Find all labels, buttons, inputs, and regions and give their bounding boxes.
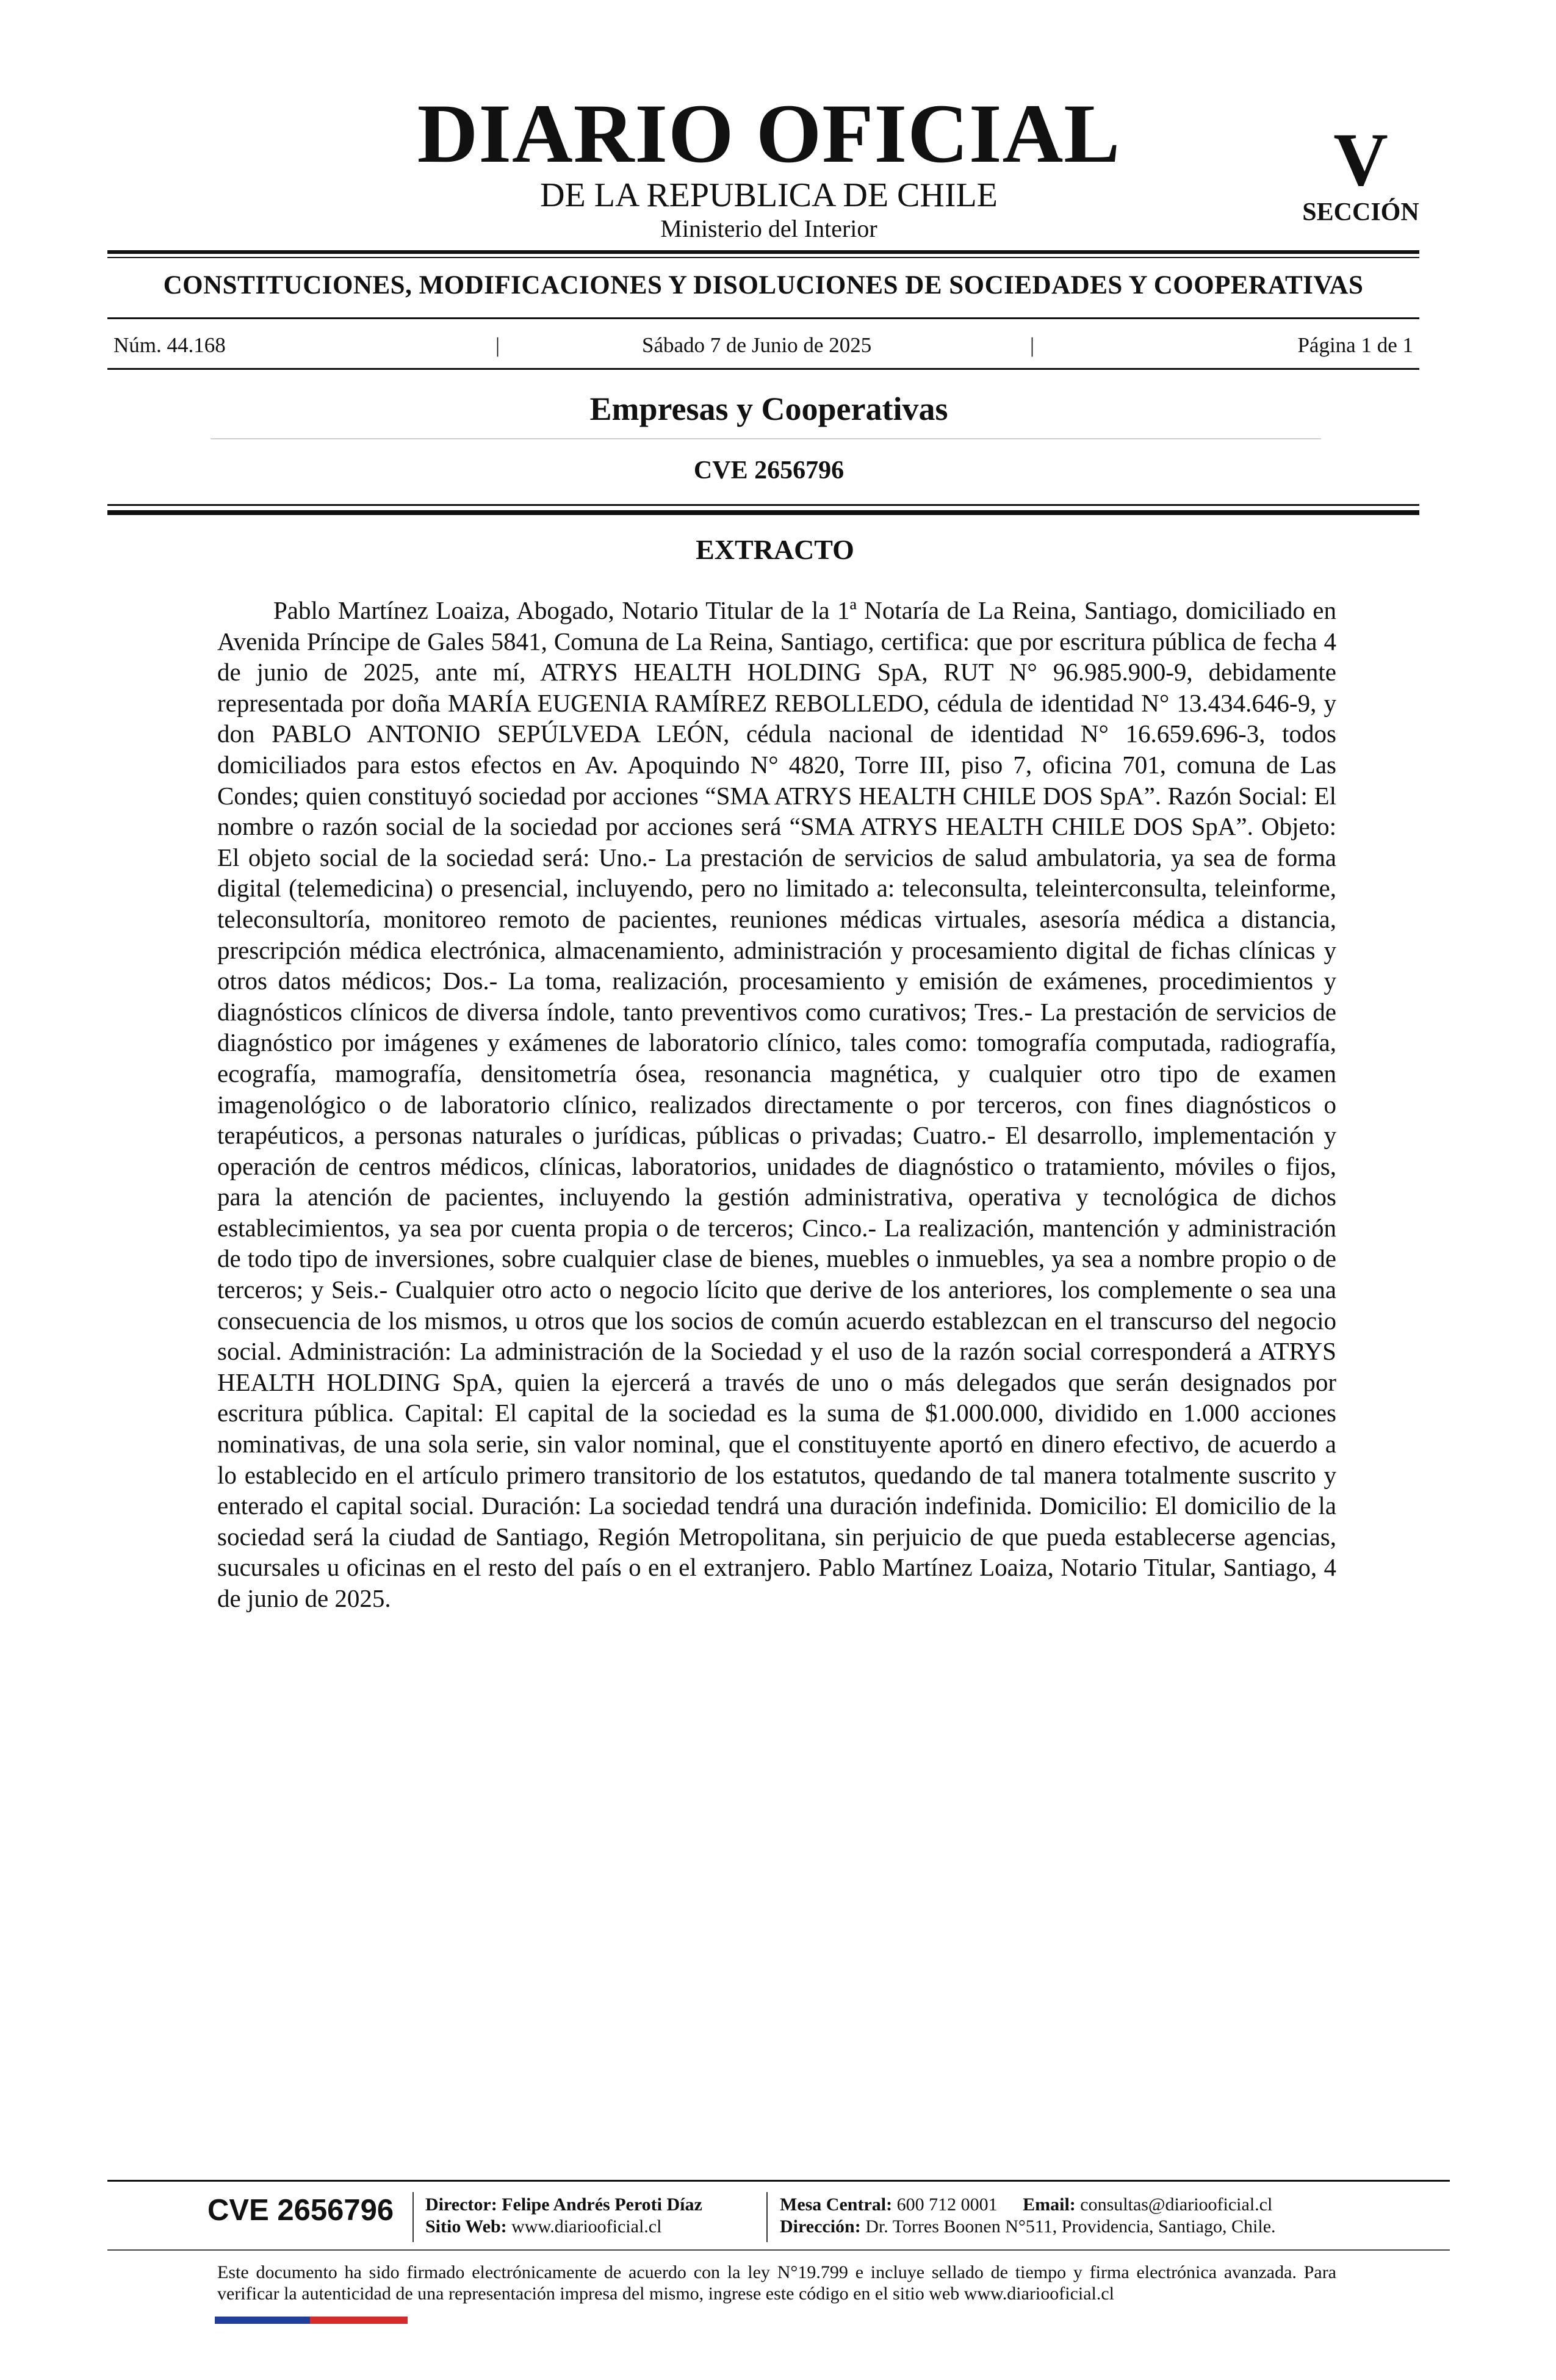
website-label: Sitio Web: — [425, 2216, 507, 2237]
footer-address-line — [780, 2216, 1276, 2238]
category-rule — [211, 438, 1321, 439]
website-link[interactable]: www.diariooficial.cl — [511, 2216, 662, 2237]
masthead-title: DIARIO OFICIAL — [417, 87, 1121, 180]
address-text: Dr. Torres Boonen N°511, Providencia, Santiago, Chile. — [865, 2216, 1276, 2237]
info-separator: | — [495, 333, 500, 357]
footer-cve-code: CVE 2656796 — [207, 2194, 394, 2227]
issue-number: Núm. 44.168 — [113, 333, 226, 357]
footer-contact-left — [425, 2194, 702, 2238]
footer-website-line — [425, 2216, 702, 2238]
footer-rule — [107, 2180, 1450, 2182]
flag-stripe-red — [310, 2317, 408, 2324]
email-label: Email: — [1023, 2194, 1076, 2215]
flag-stripe-blue — [215, 2317, 310, 2324]
section-word: SECCIÓN — [1302, 198, 1419, 226]
section-heading-rule — [107, 317, 1419, 319]
masthead-subtitle: DE LA REPUBLICA DE CHILE — [540, 176, 998, 214]
footer-contact-right — [780, 2194, 1276, 2238]
footer-director-line — [425, 2194, 702, 2216]
footer-divider — [412, 2192, 414, 2242]
masthead-ministry: Ministerio del Interior — [660, 215, 877, 242]
issue-date: Sábado 7 de Junio de 2025 — [642, 333, 872, 357]
electronic-signature-notice: Este documento ha sido firmado electrónicamente de acuerdo con la ley N°19.799 e incluye sellado de tiempo y firma electrónica avanzada. Para verificar la autenticidad de una representación impresa del mismo, ingrese este código en el sitio web www.diariooficial.cl — [217, 2262, 1336, 2304]
director-label: Director: — [425, 2194, 497, 2215]
info-line-rule — [107, 368, 1419, 370]
page-indicator: Página 1 de 1 — [1297, 333, 1413, 357]
cve-rule-thin — [107, 504, 1419, 506]
issue-info-line — [113, 334, 1413, 359]
footer-phone-email-line — [780, 2194, 1276, 2216]
email-link[interactable]: consultas@diariooficial.cl — [1080, 2194, 1273, 2215]
extract-body: Pablo Martínez Loaiza, Abogado, Notario Titular de la 1ª Notaría de La Reina, Santiago, domiciliado en Avenida Príncipe de Gales 5841, Comuna de La Reina, Santiago, certifica: que por escritura pública de fecha 4 de junio de 2025, ante mí, ATRYS HEALTH HOLDING SpA, RUT N° 96.985.900-9, debidamente representada por doña MARÍA EUGENIA RAMÍREZ REBOLLEDO, cédula de identidad N° 13.434.646-9, y don PABLO ANTONIO SEPÚLVEDA LEÓN, cédula nacional de identidad N° 16.659.696-3, todos domiciliados para estos efectos en Av. Apoquindo N° 4820, Torre III, piso 7, oficina 701, comuna de Las Condes; quien constituyó sociedad por acciones “SMA ATRYS HEALTH CHILE DOS SpA”. Razón Social: El nombre o razón social de la sociedad por acciones será “SMA ATRYS HEALTH CHILE DOS SpA”. Objeto: El objeto social de la sociedad será: Uno.- La prestación de servicios de salud ambulatoria, ya sea de forma digital (telemedicina) o presencial, incluyendo, pero no limitado a: teleconsulta, teleinterconsulta, teleinforme, teleconsultoría, monitoreo remoto de pacientes, reuniones médicas virtuales, asesoría médica a distancia, prescripción médica electrónica, almacenamiento, administración y procesamiento digital de fichas clínicas y otros datos médicos; Dos.- La toma, realización, procesamiento y emisión de exámenes, procedimientos y diagnósticos clínicos de diversa índole, tanto preventivos como curativos; Tres.- La prestación de servicios de diagnóstico por imágenes y exámenes de laboratorio clínico, tales como: tomografía computada, radiografía, ecografía, mamografía, densitometría ósea, resonancia magnética, y cualquier otro tipo de examen imagenológico o de laboratorio clínico, realizados directamente o por terceros, con fines diagnósticos o terapéuticos, a personas naturales o jurídicas, públicas o privadas; Cuatro.- El desarrollo, implementación y operación de centros médicos, clínicas, laboratorios, unidades de diagnóstico o tratamiento, móviles o fijos, para la atención de pacientes, incluyendo la gestión administrativa, operativa y tecnológica de dichos establecimientos, ya sea por cuenta propia o de terceros; Cinco.- La realización, mantención y administración de todo tipo de inversiones, sobre cualquier clase de bienes, muebles o inmuebles, ya sea a nombre propio o de terceros; y Seis.- Cualquier otro acto o negocio lícito que derive de los anteriores, los complemente o sea una consecuencia de los mismos, u otros que los socios de común acuerdo establezcan en el transcurso del negocio social. Administración: La administración de la Sociedad y el uso de la razón social corresponderá a ATRYS HEALTH HOLDING SpA, quien la ejercerá a través de uno o más delegados que serán designados por escritura pública. Capital: El capital de la sociedad es la suma de $1.000.000, dividido en 1.000 acciones nominativas, de una sola serie, sin valor nominal, que el constituyente aportó en dinero efectivo, de acuerdo a lo establecido en el artículo primero transitorio de los estatutos, quedando de tal manera totalmente suscrito y enterado el capital social. Duración: La sociedad tendrá una duración indefinida. Domicilio: El domicilio de la sociedad será la ciudad de Santiago, Región Metropolitana, sin perjuicio de que pueda establecerse agencias, sucursales u oficinas en el resto del país o en el extranjero. Pablo Martínez Loaiza, Notario Titular, Santiago, 4 de junio de 2025. — [217, 596, 1336, 1612]
address-label: Dirección: — [780, 2216, 861, 2237]
section-letter: V — [1333, 118, 1388, 201]
phone-label: Mesa Central: — [780, 2194, 893, 2215]
cve-code: CVE 2656796 — [693, 456, 845, 485]
footer-divider — [766, 2192, 768, 2242]
category-title: Empresas y Cooperativas — [589, 391, 948, 427]
extract-title: EXTRACTO — [696, 534, 854, 565]
footer-rule-secondary — [107, 2249, 1450, 2251]
director-name: Felipe Andrés Peroti Díaz — [502, 2194, 702, 2215]
cve-rule-thick — [107, 510, 1419, 515]
section-heading: CONSTITUCIONES, MODIFICACIONES Y DISOLUCIONES DE SOCIEDADES Y COOPERATIVAS — [163, 271, 1364, 300]
header-rule-thin — [107, 257, 1419, 258]
phone-number: 600 712 0001 — [896, 2194, 998, 2215]
info-separator: | — [1030, 333, 1035, 357]
header-rule-thick — [107, 250, 1419, 254]
